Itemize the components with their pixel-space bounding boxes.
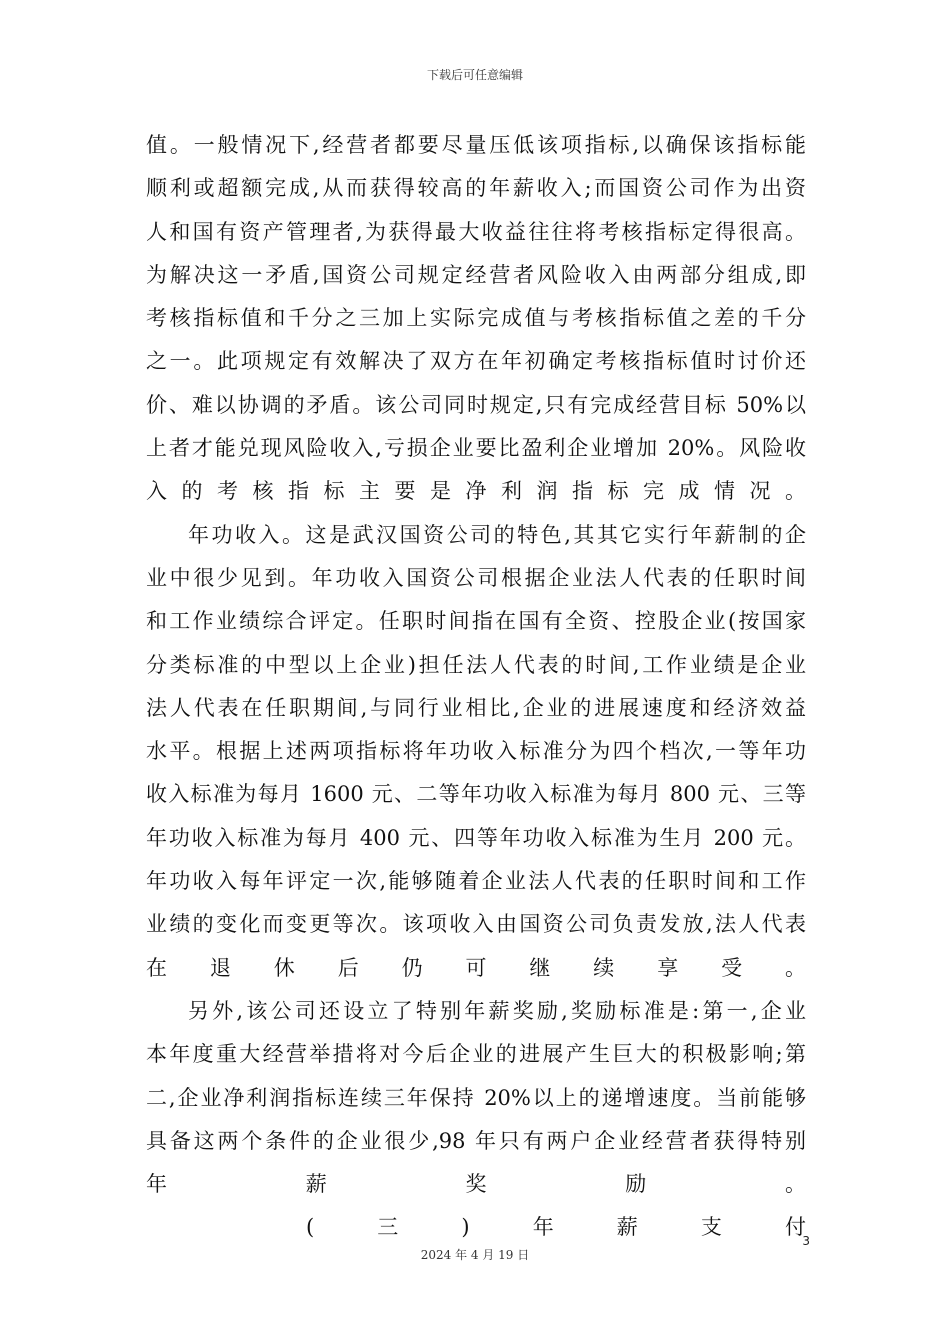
text-line: 业中很少见到。年功收入国资公司根据企业法人代表的任职时间	[146, 565, 806, 590]
text-line: 上者才能兑现风险收入,亏损企业要比盈利企业增加 20%。风险收	[146, 436, 806, 461]
text-line: 和工作业绩综合评定。任职时间指在国有全资、控股企业(按国家	[146, 609, 806, 634]
text-line: 价、难以协调的矛盾。该公司同时规定,只有完成经营目标 50%以	[146, 392, 806, 417]
text-line: 业绩的变化而变更等次。该项收入由国资公司负责发放,法人代表	[146, 912, 806, 937]
text-line: 水平。根据上述两项指标将年功收入标准分为四个档次,一等年功	[146, 739, 806, 764]
page-header: 下载后可任意编辑	[426, 68, 523, 82]
text-line: 二,企业净利润指标连续三年保持 20%以上的递增速度。当前能够	[146, 1085, 806, 1110]
page-footer-date: 2024 年 4 月 19 日	[420, 1248, 530, 1262]
text-line: 人和国有资产管理者,为获得最大收益往往将考核指标定得很高。	[146, 219, 806, 244]
text-line: 法人代表在任职期间,与同行业相比,企业的进展速度和经济效益	[146, 695, 806, 720]
text-line: 值。一般情况下,经营者都要尽量压低该项指标,以确保该指标能	[146, 133, 806, 157]
text-line: 顺利或超额完成,从而获得较高的年薪收入;而国资公司作为出资	[146, 176, 806, 201]
paragraph-first-line: 另外,该公司还设立了特别年薪奖励,奖励标准是:第一,企业	[188, 998, 806, 1023]
text-line: 年功收入每年评定一次,能够随着企业法人代表的任职时间和工作	[146, 869, 806, 894]
text-line: 考核指标值和千分之三加上实际完成值与考核指标值之差的千分	[146, 306, 806, 331]
paragraph-first-line: 年功收入。这是武汉国资公司的特色,其其它实行年薪制的企	[188, 522, 806, 547]
page-number: 3	[802, 1234, 810, 1248]
text-line: 收入标准为每月 1600 元、二等年功收入标准为每月 800 元、三等	[146, 782, 806, 807]
section-heading: (三)年薪支付	[306, 1215, 806, 1240]
text-line: 为解决这一矛盾,国资公司规定经营者风险收入由两部分组成,即	[146, 262, 806, 287]
text-line: 分类标准的中型以上企业)担任法人代表的时间,工作业绩是企业	[146, 652, 806, 677]
text-line: 之一。此项规定有效解决了双方在年初确定考核指标值时讨价还	[146, 349, 806, 374]
text-line: 本年度重大经营举措将对今后企业的进展产生巨大的积极影响;第	[146, 1042, 806, 1067]
document-body	[146, 124, 806, 1250]
text-line: 入的考核指标主要是净利润指标完成情况。	[146, 479, 806, 504]
text-line: 在退休后仍可继续享受。	[146, 955, 806, 980]
text-line: 年功收入标准为每月 400 元、四等年功收入标准为生月 200 元。	[146, 825, 806, 850]
text-line: 具备这两个条件的企业很少,98 年只有两户企业经营者获得特别	[146, 1128, 806, 1153]
text-line: 年薪奖励。	[146, 1172, 806, 1197]
